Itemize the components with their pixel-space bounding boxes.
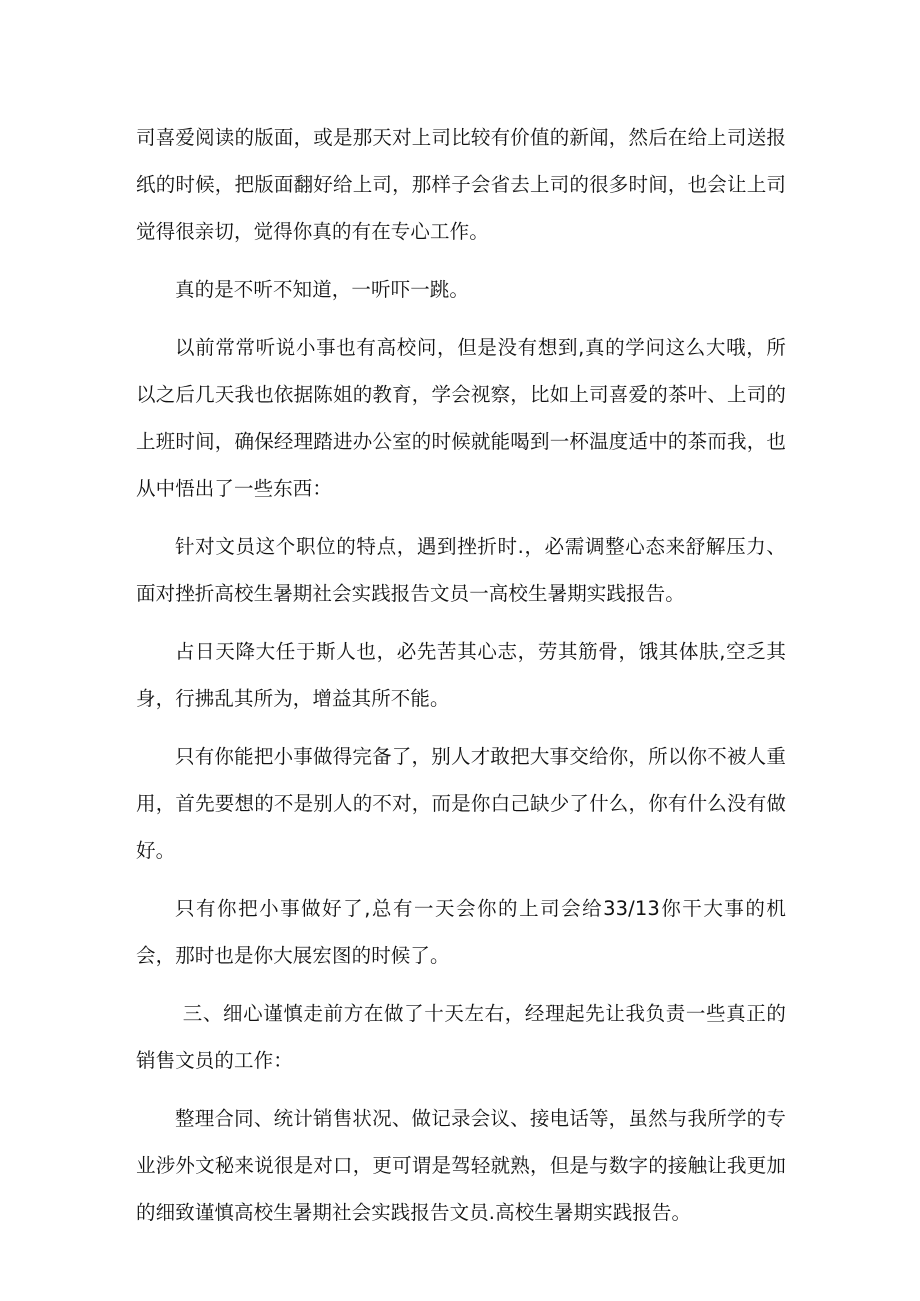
paragraph-5: 占日天降大任于斯人也，必先苦其心志，劳其筋骨，饿其体肤,空乏其身，行拂乱其所为，增益其所不能。 bbox=[136, 640, 786, 710]
document-body bbox=[136, 114, 786, 1247]
paragraph-6: 只有你能把小事做得完备了，别人才敢把大事交给你，所以你不被人重用，首先要想的不是别人的不对，而是你白己缺少了什么，你有什么没有做好。 bbox=[136, 745, 786, 862]
section-heading-paragraph: 三、细心谨慎走前方在做了十天左右，经理起先让我负责一些真正的销售文员的工作： bbox=[136, 1002, 786, 1072]
paragraph-7: 只有你把小事做好了,总有一天会你的上司会给33/13你干大事的机会，那时也是你大展宏图的时候了。 bbox=[136, 897, 786, 967]
paragraph-2: 真的是不听不知道，一听吓一跳。 bbox=[175, 278, 470, 301]
paragraph-3: 以前常常听说小事也有高校问，但是没有想到,真的学问这么大哦，所以之后几天我也依据陈姐的教育，学会视察，比如上司喜爱的茶叶、上司的上班时间，确保经理踏进办公室的时候就能喝到一杯温度适中的茶而我，也从中悟出了一些东西： bbox=[136, 336, 786, 500]
paragraph-1: 司喜爱阅读的版面，或是那天对上司比较有价值的新闻，然后在给上司送报纸的时候，把版面翻好给上司，那样子会省去上司的很多时间，也会让上司觉得很亲切，觉得你真的有在专心工作。 bbox=[136, 126, 786, 243]
paragraph-4: 针对文员这个职位的特点，遇到挫折时.，必需调整心态来舒解压力、面对挫折高校生暑期社会实践报告文员一高校生暑期实践报告。 bbox=[136, 535, 786, 605]
paragraph-9: 整理合同、统计销售状况、做记录会议、接电话等，虽然与我所学的专业涉外文秘来说很是对口，更可谓是驾轻就熟，但是与数字的接触让我更加的细致谨慎高校生暑期社会实践报告文员.高校生暑期实践报告。 bbox=[136, 1107, 786, 1224]
